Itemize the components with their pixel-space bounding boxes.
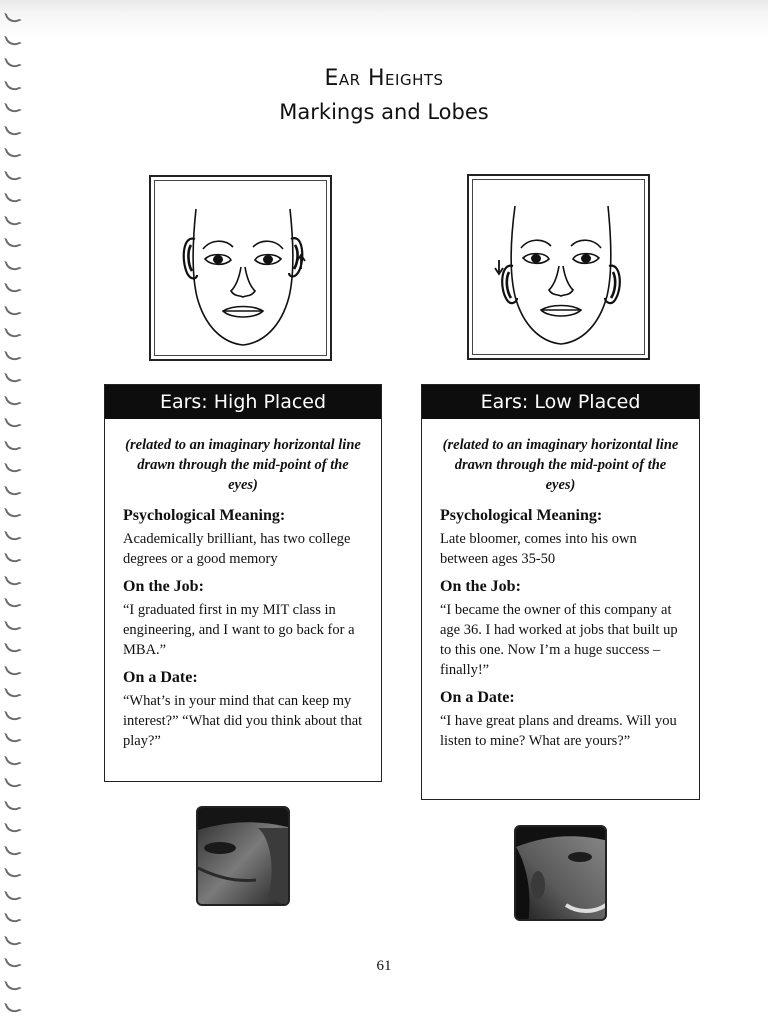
binding-ring — [4, 503, 22, 520]
binding-ring — [4, 908, 22, 925]
psych-text: Academically brilliant, has two college degrees or a good memory — [123, 531, 351, 567]
binding-ring — [4, 300, 22, 317]
job-title: On the Job: — [440, 578, 521, 595]
binding-ring — [4, 570, 22, 587]
binding-ring — [4, 593, 22, 610]
binding-ring — [4, 323, 22, 340]
high-ears-face-frame — [149, 175, 332, 361]
photo-high-ears — [196, 806, 290, 906]
binding-ring — [4, 8, 22, 25]
photo-low-ears — [514, 825, 607, 921]
binding-ring — [4, 795, 22, 812]
binding-ring — [4, 750, 22, 767]
binding-ring — [4, 998, 22, 1015]
binding-ring — [4, 548, 22, 565]
card-header-low: Ears: Low Placed — [422, 385, 699, 419]
binding-ring — [4, 525, 22, 542]
job-title: On the Job: — [123, 578, 204, 595]
binding-ring — [4, 885, 22, 902]
date-text: “What’s in your mind that can keep my interest?” “What did you think about that play?” — [123, 693, 363, 749]
date-text: “I have great plans and dreams. Will you listen to mine? What are yours?” — [440, 713, 677, 749]
binding-ring — [4, 863, 22, 880]
date-title: On a Date: — [123, 669, 198, 686]
binding-ring — [4, 345, 22, 362]
binding-ring — [4, 728, 22, 745]
binding-ring — [4, 930, 22, 947]
date-title: On a Date: — [440, 689, 515, 706]
job-text: “I graduated first in my MIT class in engineering, and I want to go back for a MBA.” — [123, 602, 355, 658]
binding-ring — [4, 480, 22, 497]
binding-ring — [4, 30, 22, 47]
binding-ring — [4, 705, 22, 722]
binding-ring — [4, 165, 22, 182]
binding-ring — [4, 413, 22, 430]
binding-ring — [4, 975, 22, 992]
binding-ring — [4, 368, 22, 385]
low-placed-card — [421, 384, 700, 800]
binding-ring — [4, 210, 22, 227]
high-placed-card — [104, 384, 382, 782]
psych-text: Late bloomer, comes into his own between ages 35-50 — [440, 531, 637, 567]
binding-ring — [4, 660, 22, 677]
spiral-binding — [0, 0, 26, 1024]
psych-title: Psychological Meaning: — [123, 507, 286, 524]
binding-ring — [4, 278, 22, 295]
job-text: “I became the owner of this company at age 36. I had worked at jobs that built up to this one. Now I’m a huge success – finally!” — [440, 602, 678, 678]
page-subtitle: Markings and Lobes — [279, 100, 489, 124]
binding-ring — [4, 615, 22, 632]
binding-ring — [4, 840, 22, 857]
binding-ring — [4, 188, 22, 205]
page-number: 61 — [376, 958, 392, 974]
card-header-high: Ears: High Placed — [105, 385, 381, 419]
binding-ring — [4, 390, 22, 407]
binding-ring — [4, 255, 22, 272]
low-ears-face-frame — [467, 174, 650, 360]
page-title: Ear Heights — [324, 66, 444, 91]
binding-ring — [4, 233, 22, 250]
card-note: (related to an imaginary horizontal line drawn through the mid-point of the eyes) — [442, 437, 679, 493]
face-high-ears-icon — [151, 177, 334, 363]
face-low-ears-icon — [469, 176, 652, 362]
binding-ring — [4, 638, 22, 655]
psych-title: Psychological Meaning: — [440, 507, 603, 524]
binding-ring — [4, 143, 22, 160]
binding-ring — [4, 773, 22, 790]
binding-ring — [4, 458, 22, 475]
card-note: (related to an imaginary horizontal line drawn through the mid-point of the eyes) — [125, 437, 361, 493]
binding-ring — [4, 818, 22, 835]
binding-ring — [4, 435, 22, 452]
binding-ring — [4, 683, 22, 700]
